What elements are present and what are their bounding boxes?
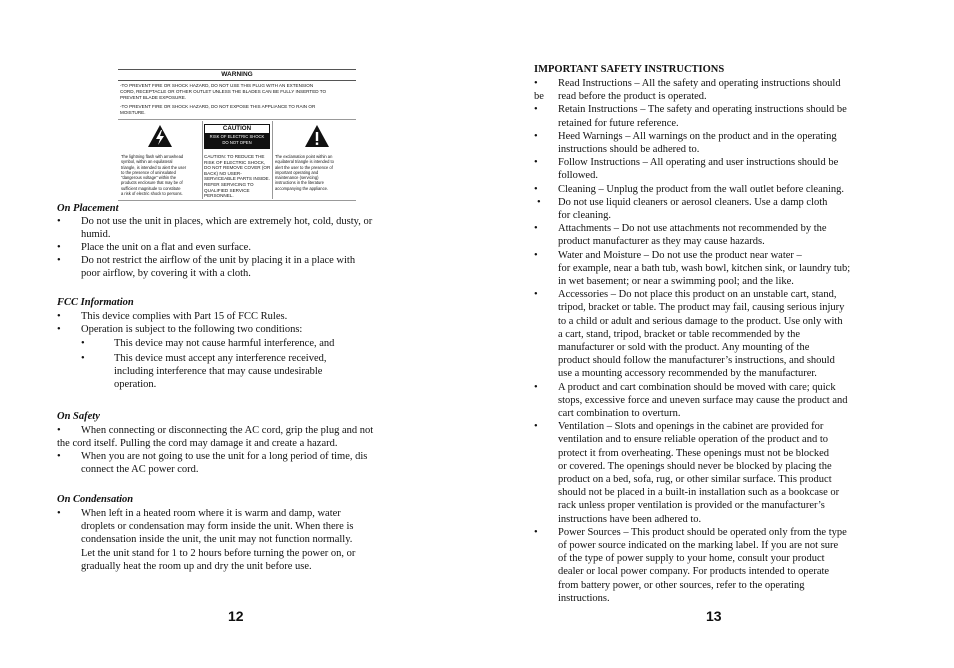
- safety-instruction-line: A product and cart combination should be moved with care; quick: [558, 381, 836, 393]
- warning-line: PREVENT BLADE EXPOSURE.: [120, 95, 187, 100]
- safety-instruction-line: product on a bed, sofa, rug, or other similar surface. This product: [558, 474, 832, 485]
- caution-sub: RISK OF ELECTRIC SHOCK: [209, 134, 265, 139]
- safety-instruction-line: in wet basement; or near a swimming pool; and the like.: [558, 276, 794, 287]
- safety-instruction-line: retained for future reference.: [558, 117, 679, 129]
- fcc-subitem: This device may not cause harmful interference, and: [114, 338, 335, 349]
- safety-item: When you are not going to use the unit for a long period of time, dis connect the AC power cord.: [81, 451, 368, 476]
- bullet-icon: •: [534, 130, 538, 142]
- bullet-icon: •: [57, 451, 61, 462]
- exclamation-description: The exclamation point within an equilateral triangle is intended to alert the user to the presence of important operating and maintenance (servicing) instructions in the literature accompanying the appliance.: [275, 154, 334, 191]
- page-number-left: 12: [228, 608, 244, 624]
- safety-instruction-line: for cleaning.: [558, 210, 612, 221]
- safety-instruction-line: Power Sources – This product should be operated only from the type: [558, 526, 847, 538]
- safety-instruction-line: protect it from overheating. These openings must not be blocked: [558, 447, 829, 459]
- safety-instruction-line: product should follow the manufacturer’s instructions, and should: [558, 355, 835, 367]
- safety-item: When connecting or disconnecting the AC cord, grip the plug and not the cord itself. Pulling the cord may damage it and create a hazard.: [57, 425, 374, 450]
- placement-item: Do not restrict the airflow of the unit by placing it in a place with poor airflow, by covering it with a cloth.: [81, 255, 356, 280]
- caution-description: CAUTION: TO REDUCE THE RISK OF ELECTRIC SHOCK, DO NOT REMOVE COVER (OR BACK) NO USER- SERVICEABLE PARTS INSIDE. REFER SERVICING TO QUALIFIED SERVICE PERSONNEL.: [204, 154, 271, 199]
- fcc-item: Operation is subject to the following two conditions:: [81, 324, 303, 335]
- condensation-item: When left in a heated room where it is warm and damp, water droplets or condensation may form inside the unit. When there is condensation inside the unit, the unit may not function normally. Let the unit stand for 1 to 2 hours before turning the power on, or gradually heat the room up and dry the unit before use.: [81, 508, 356, 572]
- caution-title: CAUTION: [204, 124, 270, 134]
- safety-instruction-line: dealer or local power company. For products intended to operate: [558, 566, 830, 578]
- safety-instruction-line: instructions have been adhered to.: [558, 513, 702, 525]
- bullet-icon: •: [534, 421, 538, 433]
- safety-instruction-line: product manufacturer as they may cause hazards.: [558, 236, 765, 248]
- bullet-icon: •: [57, 255, 61, 266]
- safety-instruction-line: tripod, bracket or table. The product may fail, causing serious injury: [558, 302, 845, 314]
- warning-line: CORD, RECEPTACLE OR OTHER OUTLET UNLESS THE BLADES CAN BE FULLY INSERTED TO: [120, 89, 327, 94]
- placement-title: On Placement: [57, 203, 119, 214]
- safety-instruction-line: Do not use liquid cleaners or aerosol cleaners. Use a damp cloth: [558, 196, 828, 208]
- bullet-icon: •: [537, 196, 541, 208]
- safety-instruction-line: or covered. The openings should never be blocked by placing the: [558, 460, 832, 472]
- safety-instruction-line: Accessories – Do not place this product on an unstable cart, stand,: [558, 289, 837, 301]
- safety-instruction-line: Cleaning – Unplug the product from the wall outlet before cleaning.: [558, 183, 845, 195]
- bullet-icon: •: [534, 223, 538, 235]
- safety-instruction-line: of power source indicated on the marking label. If you are not sure: [558, 540, 839, 551]
- continuation-word: be: [534, 91, 544, 103]
- bullet-icon: •: [81, 338, 85, 349]
- safety-instruction-line: of the type of power supply to your home, consult your product: [558, 553, 825, 565]
- safety-instruction-line: Heed Warnings – All warnings on the product and in the operating: [558, 130, 837, 142]
- warning-title: WARNING: [221, 71, 253, 78]
- placement-item: Place the unit on a flat and even surface.: [81, 242, 251, 253]
- fcc-item: This device complies with Part 15 of FCC Rules.: [81, 311, 288, 322]
- bullet-icon: •: [57, 242, 61, 253]
- bullet-icon: •: [534, 183, 538, 195]
- lightning-description: The lightning flash with arrowhead symbol, within an equilateral triangle, is intended to alert the user to the presence of uninsulated "dangerous voltage" within the products enclosure that may be of sufficient magnitude to constitute a risk of electric shock to persons.: [121, 154, 187, 197]
- safety-instruction-line: Read Instructions – All the safety and operating instructions should: [558, 78, 841, 89]
- bullet-icon: •: [57, 425, 61, 436]
- caution-sub: DO NOT OPEN: [222, 140, 252, 145]
- bullet-icon: •: [534, 526, 538, 538]
- safety-instruction-line: Water and Moisture – Do not use the product near water –: [558, 249, 802, 261]
- bullet-icon: •: [534, 78, 538, 89]
- bullet-icon: •: [57, 311, 61, 322]
- fcc-subitem: This device must accept any interference received, including interference that may cause undesirable operation.: [114, 353, 327, 391]
- condensation-title: On Condensation: [57, 494, 134, 505]
- safety-title: On Safety: [57, 411, 100, 422]
- safety-instruction-line: use a mounting accessory recommended by the manufacturer.: [558, 368, 817, 380]
- warning-line: -TO PREVENT FIRE OR SHOCK HAZARD, DO NOT USE THIS PLUG WITH AN EXTENSION: [120, 83, 314, 88]
- safety-instruction-line: instructions should be adhered to.: [558, 144, 700, 155]
- safety-instruction-line: for example, near a bath tub, wash bowl, kitchen sink, or laundry tub;: [558, 262, 851, 274]
- safety-instruction-line: read before the product is operated.: [558, 91, 707, 103]
- safety-instruction-line: Ventilation – Slots and openings in the cabinet are provided for: [558, 421, 824, 433]
- fcc-title: FCC Information: [57, 297, 134, 308]
- placement-item: Do not use the unit in places, which are extremely hot, cold, dusty, or humid.: [81, 216, 373, 241]
- bullet-icon: •: [534, 289, 538, 301]
- bullet-icon: •: [57, 324, 61, 335]
- safety-instruction-line: manufacturer or sold with the product. Any mounting of the: [558, 342, 810, 353]
- bullet-icon: •: [534, 157, 538, 169]
- bullet-icon: •: [57, 216, 61, 227]
- page-number-right: 13: [706, 608, 722, 624]
- safety-instruction-line: ventilation and to ensure reliable operation of the product and to: [558, 434, 828, 446]
- bullet-icon: •: [534, 381, 538, 393]
- caution-label: [204, 124, 270, 149]
- bullet-icon: •: [534, 104, 538, 116]
- bullet-icon: •: [534, 249, 538, 261]
- safety-instruction-line: instructions.: [558, 592, 610, 604]
- safety-instruction-line: followed.: [558, 170, 598, 182]
- safety-instructions-title: IMPORTANT SAFETY INSTRUCTIONS: [534, 64, 725, 75]
- safety-instruction-line: Attachments – Do not use attachments not recommended by the: [558, 223, 827, 235]
- warning-box: [118, 66, 356, 201]
- safety-instruction-line: rack unless proper ventilation is provided or the manufacturer’s: [558, 500, 825, 512]
- lightning-triangle-icon: [147, 124, 173, 148]
- bullet-icon: •: [57, 508, 61, 519]
- safety-instruction-line: a cart, stand, tripod, bracket or table recommended by the: [558, 328, 800, 340]
- warning-line: MOISTURE.: [120, 110, 146, 115]
- safety-instruction-line: to a child or adult and serious damage to the product. Use only with: [558, 315, 843, 327]
- safety-instruction-line: from battery power, or other sources, refer to the operating: [558, 579, 805, 591]
- safety-instruction-line: stops, excessive force and uneven surface may cause the product and: [558, 394, 848, 406]
- safety-instruction-line: Retain Instructions – The safety and operating instructions should be: [558, 104, 847, 116]
- bullet-icon: •: [81, 353, 85, 364]
- safety-instruction-line: cart combination to overturn.: [558, 408, 681, 419]
- safety-instruction-line: should not be placed in a built-in installation such as a bookcase or: [558, 487, 840, 499]
- warning-line: -TO PREVENT FIRE OR SHOCK HAZARD, DO NOT EXPOSE THIS APPLIANCE TO RAIN OR: [120, 104, 316, 109]
- safety-instruction-line: Follow Instructions – All operating and user instructions should be: [558, 157, 839, 169]
- exclamation-triangle-icon: [304, 124, 330, 148]
